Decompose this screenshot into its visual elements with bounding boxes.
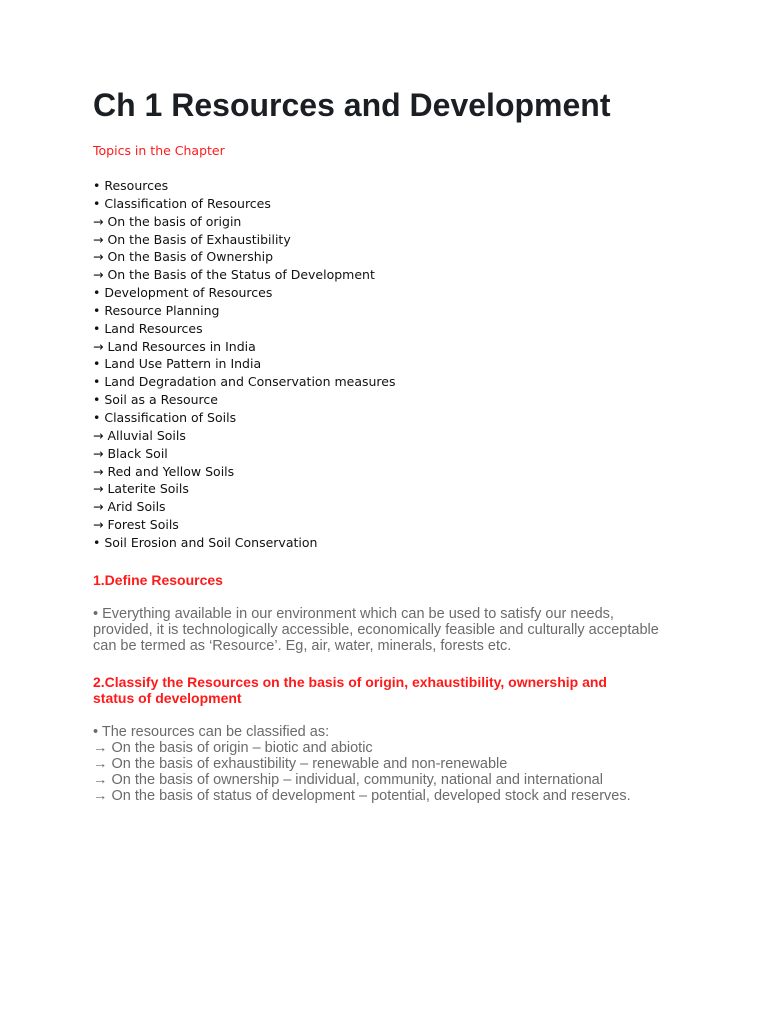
question-1-section bbox=[93, 572, 713, 654]
topic-item: • Resource Planning bbox=[93, 302, 220, 318]
topic-item: → Land Resources in India bbox=[93, 338, 256, 354]
topic-item: • Resources bbox=[93, 178, 169, 193]
topic-item: → Red and Yellow Soils bbox=[93, 463, 235, 479]
question-1-heading: 1.Define Resources bbox=[93, 571, 223, 588]
topic-item: • Land Resources bbox=[93, 320, 203, 336]
topic-item: → On the Basis of the Status of Development bbox=[93, 267, 375, 283]
topic-item: → On the Basis of Exhaustibility bbox=[93, 231, 291, 247]
topic-item: • Development of Resources bbox=[93, 285, 273, 301]
topic-item: • Soil Erosion and Soil Conservation bbox=[93, 534, 318, 550]
topic-item: → On the basis of origin bbox=[93, 213, 242, 229]
question-1-answer bbox=[93, 606, 713, 654]
answer-line: → On the basis of origin – biotic and abiotic bbox=[93, 739, 373, 756]
topic-item: → On the Basis of Ownership bbox=[93, 249, 274, 265]
topic-item: • Classification of Resources bbox=[93, 195, 271, 211]
topics-list bbox=[93, 177, 713, 552]
topic-item: → Forest Soils bbox=[93, 517, 179, 533]
question-2-section bbox=[93, 674, 713, 804]
answer-line: • Everything available in our environment which can be used to satisfy our needs, bbox=[93, 605, 614, 622]
topic-item: → Black Soil bbox=[93, 445, 168, 461]
question-2-answer bbox=[93, 724, 713, 804]
answer-line: provided, it is technologically accessible, economically feasible and culturally acceptable bbox=[93, 621, 659, 638]
answer-line: • The resources can be classified as: bbox=[93, 723, 330, 740]
topic-item: → Alluvial Soils bbox=[93, 427, 186, 443]
topics-heading: Topics in the Chapter bbox=[93, 143, 225, 158]
document-page bbox=[93, 86, 713, 804]
topic-item: • Land Use Pattern in India bbox=[93, 356, 262, 372]
topic-item: → Arid Soils bbox=[93, 499, 166, 515]
topic-item: → Laterite Soils bbox=[93, 481, 189, 497]
page-title: Ch 1 Resources and Development bbox=[93, 87, 611, 123]
topic-item: • Land Degradation and Conservation measures bbox=[93, 374, 396, 390]
topic-item: • Classification of Soils bbox=[93, 409, 237, 425]
topic-item: • Soil as a Resource bbox=[93, 392, 218, 408]
answer-line: can be termed as ‘Resource’. Eg, air, water, minerals, forests etc. bbox=[93, 637, 512, 654]
question-2-heading: 2.Classify the Resources on the basis of origin, exhaustibility, ownership and status of development bbox=[93, 673, 607, 706]
answer-line: → On the basis of exhaustibility – renewable and non-renewable bbox=[93, 755, 508, 772]
answer-line: → On the basis of status of development – potential, developed stock and reserves. bbox=[93, 787, 631, 804]
answer-line: → On the basis of ownership – individual, community, national and international bbox=[93, 771, 603, 788]
